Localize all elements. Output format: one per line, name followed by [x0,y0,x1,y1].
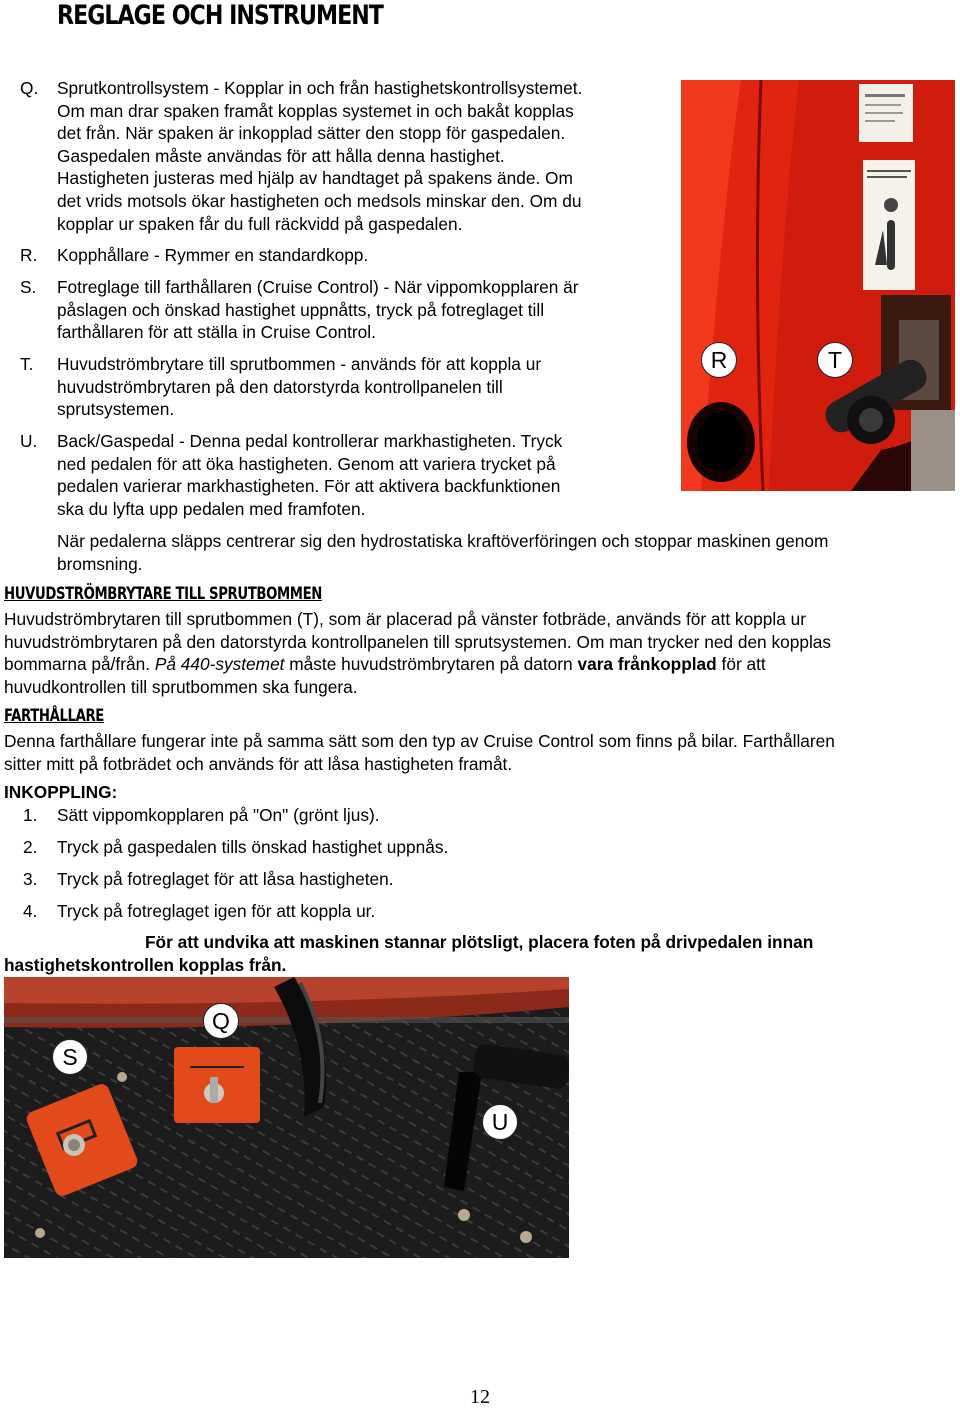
text-line: huvudkontrollen till sprutbommen ska fungera. [4,676,358,697]
section-heading-huvudstrombrytare: HUVUDSTRÖMBRYTARE TILL SPRUTBOMMEN [4,584,322,604]
text-line: Denna farthållare fungerar inte på samma sätt som den typ av Cruise Control som finns på bilar. Farthållaren [4,731,835,751]
control-item [20,77,583,235]
callout-t: T [817,342,853,378]
inkoppling-step [23,804,380,827]
step-number: 3. [23,869,38,889]
inkoppling-step [23,868,394,891]
control-item-line: Gaspedalen måste användas för att hålla denna hastighet. [57,145,505,166]
control-item-line: sprutsystemen. [57,399,175,420]
control-item-letter: T. [20,354,34,374]
release-note-line: När pedalerna släpps centrerar sig den hydrostatiska kraftöverföringen och stoppar maskinen genom [57,531,829,551]
control-item-line: det från. När spaken är inkopplad sätter den stopp för gaspedalen. [57,123,566,144]
control-item [20,276,579,344]
text-run-bold: vara frånkopplad [577,654,717,675]
page-title: REGLAGE OCH INSTRUMENT [57,0,383,31]
step-text: Tryck på gaspedalen tills önskad hastighet uppnås. [57,837,449,857]
control-item-line: Huvudströmbrytare till sprutbommen - används för att koppla ur [57,354,542,374]
callout-u: U [482,1104,518,1140]
release-note-line: bromsning. [57,553,143,574]
floorboard-photo [4,977,569,1258]
text-run-italic: På 440-systemet [154,654,285,675]
step-text: Tryck på fotreglaget för att låsa hastigheten. [57,869,394,889]
control-item-letter: R. [20,245,38,265]
text-run: för att [716,654,766,675]
control-item [20,353,542,421]
release-note [57,530,947,575]
warning-line: För att undvika att maskinen stannar plötsligt, placera foten på drivpedalen innan [145,932,814,952]
step-text: Tryck på fotreglaget igen för att koppla ur. [57,901,376,921]
control-item-line: ska du lyfta upp pedalen med framfoten. [57,498,366,519]
callout-q: Q [203,1003,239,1039]
section-farthallare-text [4,730,954,775]
text-line [4,653,954,676]
step-number: 4. [23,901,38,921]
cab-photo-graphic [681,80,955,491]
section-heading-farthallare: FARTHÅLLARE [4,706,104,726]
inkoppling-heading: INKOPPLING: [4,782,118,802]
control-item-letter: U. [20,431,38,451]
inkoppling-step [23,900,376,923]
text-line: huvudströmbrytaren på den datorstyrda kontrollpanelen till sprutsystemen. Om man trycker ned den kopplas [4,631,832,652]
text-run: bommarna på/från. [4,654,155,675]
control-item-line: Hastigheten justeras med hjälp av handtaget på spakens ände. Om [57,168,573,189]
inkoppling-step [23,836,449,859]
text-run: måste huvudströmbrytaren på datorn [284,654,578,675]
control-item-line: Kopphållare - Rymmer en standardkopp. [57,245,369,265]
callout-r: R [701,342,737,378]
control-item-line: Fotreglage till farthållaren (Cruise Control) - När vippomkopplaren är [57,277,579,297]
control-item [20,244,369,267]
control-item-line: huvudströmbrytaren på den datorstyrda kontrollpanelen till [57,376,503,397]
control-item [20,430,563,520]
callout-s: S [52,1039,88,1075]
step-number: 1. [23,805,38,825]
control-item-letter: Q. [20,78,39,98]
step-number: 2. [23,837,38,857]
control-item-line: det vrids motsols ökar hastigheten och medsols minskar den. Om du [57,190,582,211]
step-text: Sätt vippomkopplaren på "On" (grönt ljus). [57,805,380,825]
text-line: sitter mitt på fotbrädet och används för att låsa hastigheten framåt. [4,753,513,774]
control-item-line: Om man drar spaken framåt kopplas systemet in och bakåt kopplas [57,100,574,121]
cab-photo [681,80,955,491]
text-line: Huvudströmbrytaren till sprutbommen (T), som är placerad på vänster fotbräde, används för att koppla ur [4,609,807,629]
section-huvudstrombrytare-text [4,608,954,698]
control-item-line: Sprutkontrollsystem - Kopplar in och från hastighetskontrollsystemet. [57,78,583,98]
control-item-line: kopplar ur spaken får du full räckvidd på gaspedalen. [57,213,463,234]
control-item-line: farthållaren för att ställa in Cruise Control. [57,322,376,343]
page-number: 12 [470,1386,490,1408]
warning-line: hastighetskontrollen kopplas från. [4,955,287,975]
control-item-line: ned pedalen för att öka hastigheten. Genom att variera trycket på [57,453,556,474]
control-item-line: pedalen varierar markhastigheten. För att aktivera backfunktionen [57,476,561,497]
control-item-letter: S. [20,277,37,297]
control-item-line: påslagen och önskad hastighet uppnåtts, tryck på fotreglaget till [57,299,545,320]
control-item-line: Back/Gaspedal - Denna pedal kontrollerar markhastigheten. Tryck [57,431,563,451]
